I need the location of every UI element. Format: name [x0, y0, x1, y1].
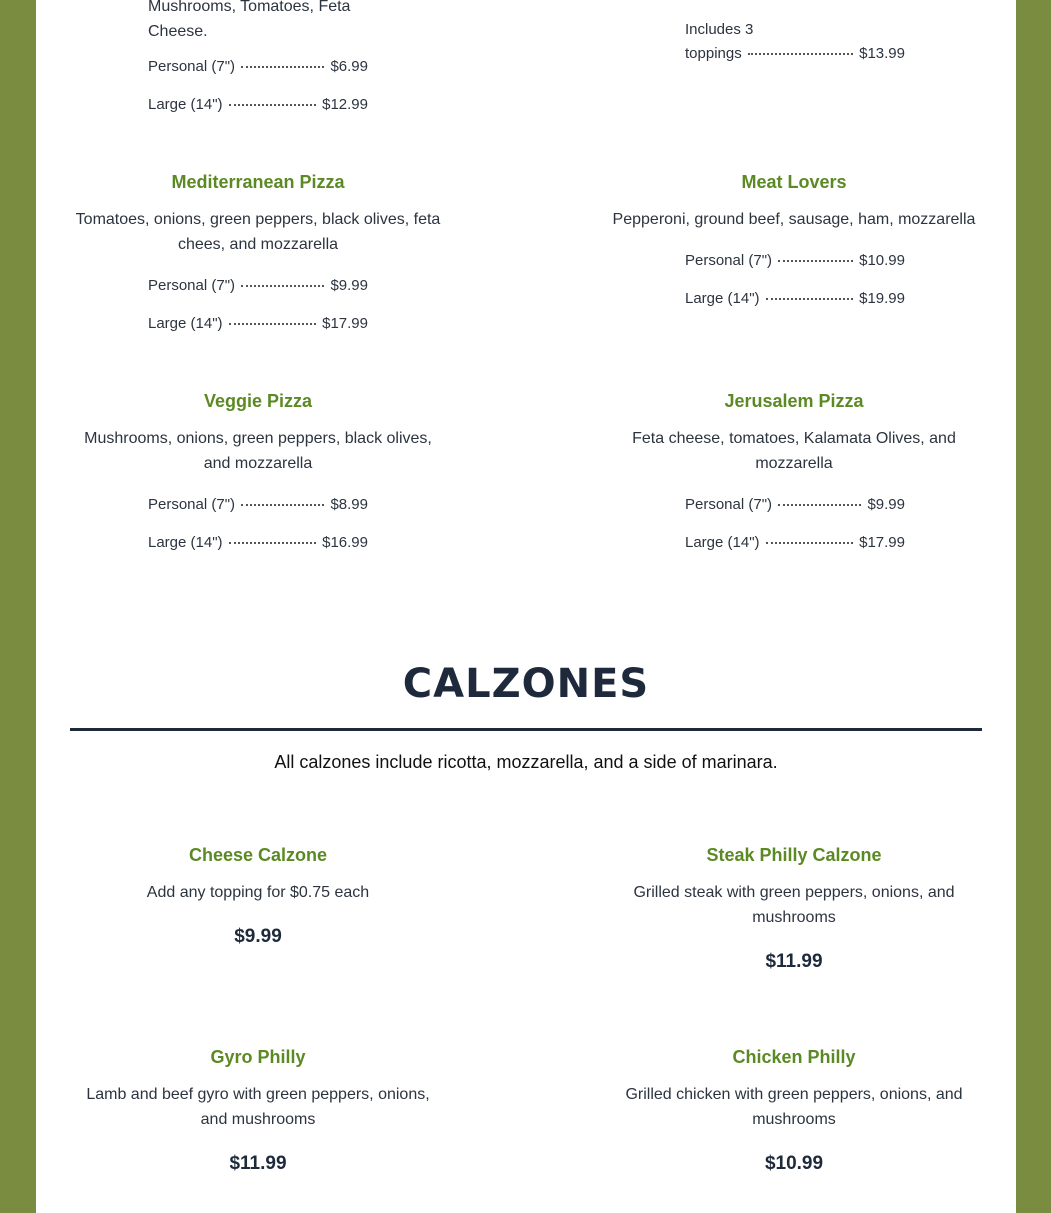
item-description: Add any topping for $0.75 each	[146, 884, 370, 901]
price-row: Personal (7") $6.99	[148, 58, 368, 75]
item-description: Feta cheese, tomatoes, Kalamata Olives, and mozzarella	[632, 430, 956, 472]
item-description: Pepperoni, ground beef, sausage, ham, mozzarella	[612, 211, 976, 228]
item-title: Chicken Philly	[732, 1047, 856, 1067]
item-description: Includes 3	[685, 21, 754, 38]
dot-leader	[241, 66, 324, 68]
section-title: CALZONES	[402, 661, 650, 707]
section-note: All calzones include ricotta, mozzarella, and a side of marinara.	[274, 752, 778, 772]
item-title: Gyro Philly	[210, 1047, 306, 1067]
price-row: Personal (7") $9.99	[148, 277, 368, 294]
item-description: Lamb and beef gyro with green peppers, onions, and mushrooms	[86, 1086, 430, 1128]
section-divider	[70, 728, 982, 731]
item-description: Grilled steak with green peppers, onions, and mushrooms	[633, 884, 955, 926]
item-title: Cheese Calzone	[188, 845, 328, 865]
item-title: Jerusalem Pizza	[724, 391, 864, 411]
item-title: Mediterranean Pizza	[171, 172, 345, 192]
price-row: Personal (7") $8.99	[148, 496, 368, 513]
item-description: Grilled chicken with green peppers, onions, and mushrooms	[625, 1086, 963, 1128]
price-row: toppings $13.99	[685, 45, 905, 62]
menu-panel	[36, 0, 1016, 1213]
item-description: Mushrooms, onions, green peppers, black olives, and mozzarella	[84, 430, 432, 472]
dot-leader	[766, 542, 854, 544]
item-title: Steak Philly Calzone	[706, 845, 882, 865]
item-price: $11.99	[229, 1153, 287, 1174]
item-description: Tomatoes, onions, green peppers, black olives, feta chees, and mozzarella	[75, 211, 441, 253]
dot-leader	[229, 104, 317, 106]
item-title: Meat Lovers	[741, 172, 847, 192]
dot-leader	[778, 260, 853, 262]
price-row: Large (14") $17.99	[685, 534, 905, 551]
dot-leader	[766, 298, 854, 300]
item-price: $9.99	[234, 926, 282, 947]
item-price: $10.99	[764, 1153, 824, 1174]
price-row: Large (14") $16.99	[148, 534, 368, 551]
item-price: $11.99	[765, 951, 823, 972]
item-title: Veggie Pizza	[203, 391, 313, 411]
price-row: Large (14") $19.99	[685, 290, 905, 307]
item-description: Mushrooms, Tomatoes, Feta Cheese.	[148, 0, 351, 40]
price-row: Personal (7") $9.99	[685, 496, 905, 513]
price-row: Large (14") $17.99	[148, 315, 368, 332]
dot-leader	[229, 542, 317, 544]
dot-leader	[241, 285, 324, 287]
dot-leader	[778, 504, 861, 506]
dot-leader	[748, 53, 853, 55]
dot-leader	[241, 504, 324, 506]
dot-leader	[229, 323, 317, 325]
price-row: Large (14") $12.99	[148, 96, 368, 113]
price-row: Personal (7") $10.99	[685, 252, 905, 269]
